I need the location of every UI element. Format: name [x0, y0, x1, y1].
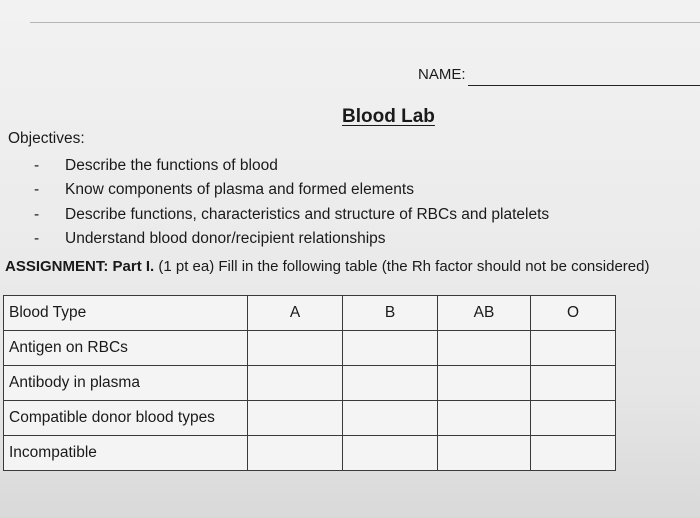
answer-cell[interactable]	[438, 366, 531, 401]
table-row	[4, 331, 616, 366]
row-label-antibody: Antibody in plasma	[4, 366, 248, 401]
table-row	[4, 436, 616, 471]
row-label-antigen: Antigen on RBCs	[4, 331, 248, 366]
answer-cell[interactable]	[248, 366, 343, 401]
page-top-rule	[30, 22, 700, 23]
answer-cell[interactable]	[343, 401, 438, 436]
objective-text: Describe functions, characteristics and structure of RBCs and platelets	[65, 206, 550, 223]
answer-cell[interactable]	[248, 401, 343, 436]
column-header-o: O	[531, 296, 616, 331]
answer-cell[interactable]	[248, 331, 343, 366]
table-corner-label: Blood Type	[4, 296, 248, 331]
bullet-dash: -	[34, 157, 40, 174]
row-label-compatible-donor: Compatible donor blood types	[4, 401, 248, 436]
answer-cell[interactable]	[343, 366, 438, 401]
bullet-dash: -	[34, 230, 40, 247]
assignment-text: (1 pt ea) Fill in the following table (the Rh factor should not be considered)	[158, 258, 650, 275]
objective-text: Describe the functions of blood	[65, 157, 278, 174]
answer-cell[interactable]	[438, 436, 531, 471]
answer-cell[interactable]	[343, 436, 438, 471]
table-header-row	[4, 296, 616, 331]
answer-cell[interactable]	[531, 401, 616, 436]
answer-cell[interactable]	[531, 436, 616, 471]
column-header-ab: AB	[438, 296, 531, 331]
answer-cell[interactable]	[438, 331, 531, 366]
answer-cell[interactable]	[248, 436, 343, 471]
table-row	[4, 401, 616, 436]
assignment-label: ASSIGNMENT: Part I.	[5, 258, 155, 275]
objectives-heading: Objectives:	[8, 130, 85, 147]
document-title: Blood Lab	[342, 106, 435, 127]
bullet-dash: -	[34, 181, 40, 198]
answer-cell[interactable]	[531, 331, 616, 366]
bullet-dash: -	[34, 206, 40, 223]
name-label: NAME:	[418, 66, 466, 83]
answer-cell[interactable]	[343, 331, 438, 366]
column-header-b: B	[343, 296, 438, 331]
blood-type-table	[3, 295, 616, 471]
objective-text: Understand blood donor/recipient relationships	[65, 230, 386, 247]
objective-text: Know components of plasma and formed elements	[65, 181, 414, 198]
table-row	[4, 366, 616, 401]
row-label-incompatible: Incompatible	[4, 436, 248, 471]
answer-cell[interactable]	[531, 366, 616, 401]
column-header-a: A	[248, 296, 343, 331]
answer-cell[interactable]	[438, 401, 531, 436]
assignment-instructions	[5, 258, 649, 275]
name-blank-line[interactable]	[468, 85, 700, 86]
